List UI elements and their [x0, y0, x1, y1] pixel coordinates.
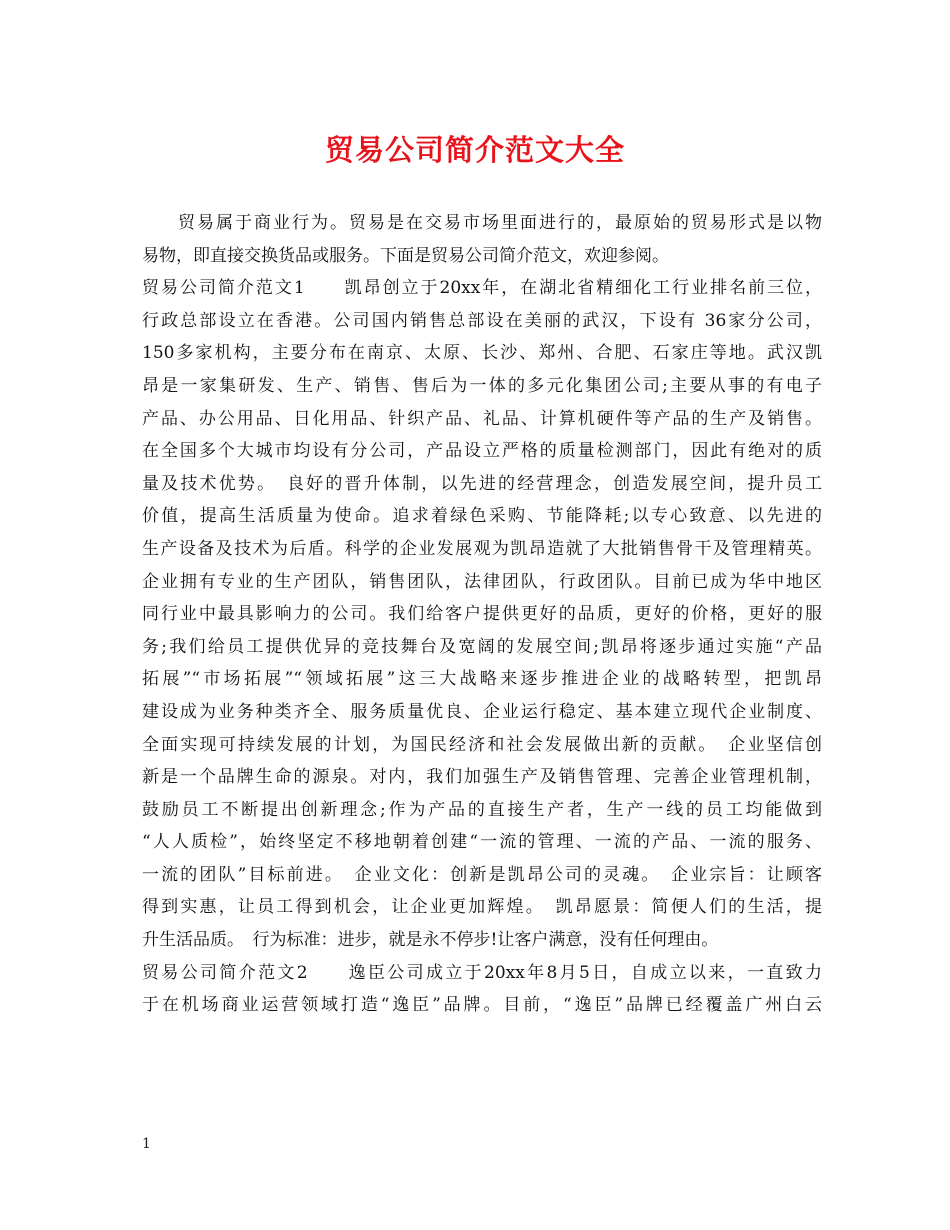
paragraph-line: 贸易公司简介范文2 逸臣公司成立于20xx年8月5日，自成立以来，一直致力 [142, 962, 822, 983]
paragraph-line: 在全国多个大城市均设有分公司，产品设立严格的质量检测部门，因此有绝对的质 [142, 441, 822, 462]
paragraph-line: 昂是一家集研发、生产、销售、售后为一体的多元化集团公司;主要从事的有电子 [142, 375, 822, 396]
paragraph-line: 全面实现可持续发展的计划，为国民经济和社会发展做出新的贡献。 企业坚信创 [142, 734, 822, 755]
paragraph-line: 易物，即直接交换货品或服务。下面是贸易公司简介范文，欢迎参阅。 [142, 245, 669, 266]
document-body [142, 207, 822, 1022]
paragraph-line: 新是一个品牌生命的源泉。对内，我们加强生产及销售管理、完善企业管理机制， [142, 767, 822, 788]
paragraph-line: 贸易公司简介范文1 凯昂创立于20xx年，在湖北省精细化工行业排名前三位， [142, 278, 822, 299]
paragraph-line: 拓展”“市场拓展”“领域拓展”这三大战略来逐步推进企业的战略转型，把凯昂 [142, 669, 822, 690]
paragraph-line: 于在机场商业运营领域打造“逸臣”品牌。目前，“逸臣”品牌已经覆盖广州白云 [142, 995, 822, 1016]
paragraph-line: 一流的团队”目标前进。 企业文化：创新是凯昂公司的灵魂。 企业宗旨：让顾客 [142, 864, 822, 885]
paragraph-line: 鼓励员工不断提出创新理念;作为产品的直接生产者，生产一线的员工均能做到 [142, 799, 822, 820]
paragraph-line: 同行业中最具影响力的公司。我们给客户提供更好的品质，更好的价格，更好的服 [142, 604, 822, 625]
paragraph-line: 生产设备及技术为后盾。科学的企业发展观为凯昂造就了大批销售骨干及管理精英。 [142, 538, 822, 559]
paragraph-line: 量及技术优势。 良好的晋升体制，以先进的经营理念，创造发展空间，提升员工 [142, 473, 822, 494]
paragraph-line: 150多家机构，主要分布在南京、太原、长沙、郑州、合肥、石家庄等地。武汉凯 [142, 343, 822, 364]
page-number: 1 [142, 1136, 151, 1152]
paragraph-line: 务;我们给员工提供优异的竞技舞台及宽阔的发展空间;凯昂将逐步通过实施“产品 [142, 636, 822, 657]
paragraph-line: 企业拥有专业的生产团队，销售团队，法律团队，行政团队。目前已成为华中地区 [142, 571, 822, 592]
paragraph-line: 得到实惠，让员工得到机会，让企业更加辉煌。 凯昂愿景：简便人们的生活，提 [142, 897, 822, 918]
paragraph-line: 建设成为业务种类齐全、服务质量优良、企业运行稳定、基本建立现代企业制度、 [142, 701, 822, 722]
paragraph-line: 价值，提高生活质量为使命。追求着绿色采购、节能降耗;以专心致意、以先进的 [142, 506, 822, 527]
paragraph-line: 行政总部设立在香港。公司国内销售总部设在美丽的武汉，下设有 36家分公司， [142, 310, 822, 331]
paragraph-line: 产品、办公用品、日化用品、针织产品、礼品、计算机硬件等产品的生产及销售。 [142, 408, 822, 429]
paragraph-line: 贸易属于商业行为。贸易是在交易市场里面进行的，最原始的贸易形式是以物 [178, 213, 822, 233]
document-title: 贸易公司简介范文大全 [324, 133, 625, 167]
paragraph-line: “人人质检”，始终坚定不移地朝着创建“一流的管理、一流的产品、一流的服务、 [142, 832, 822, 853]
paragraph-line: 升生活品质。 行为标准：进步，就是永不停步!让客户满意，没有任何理由。 [142, 930, 719, 951]
